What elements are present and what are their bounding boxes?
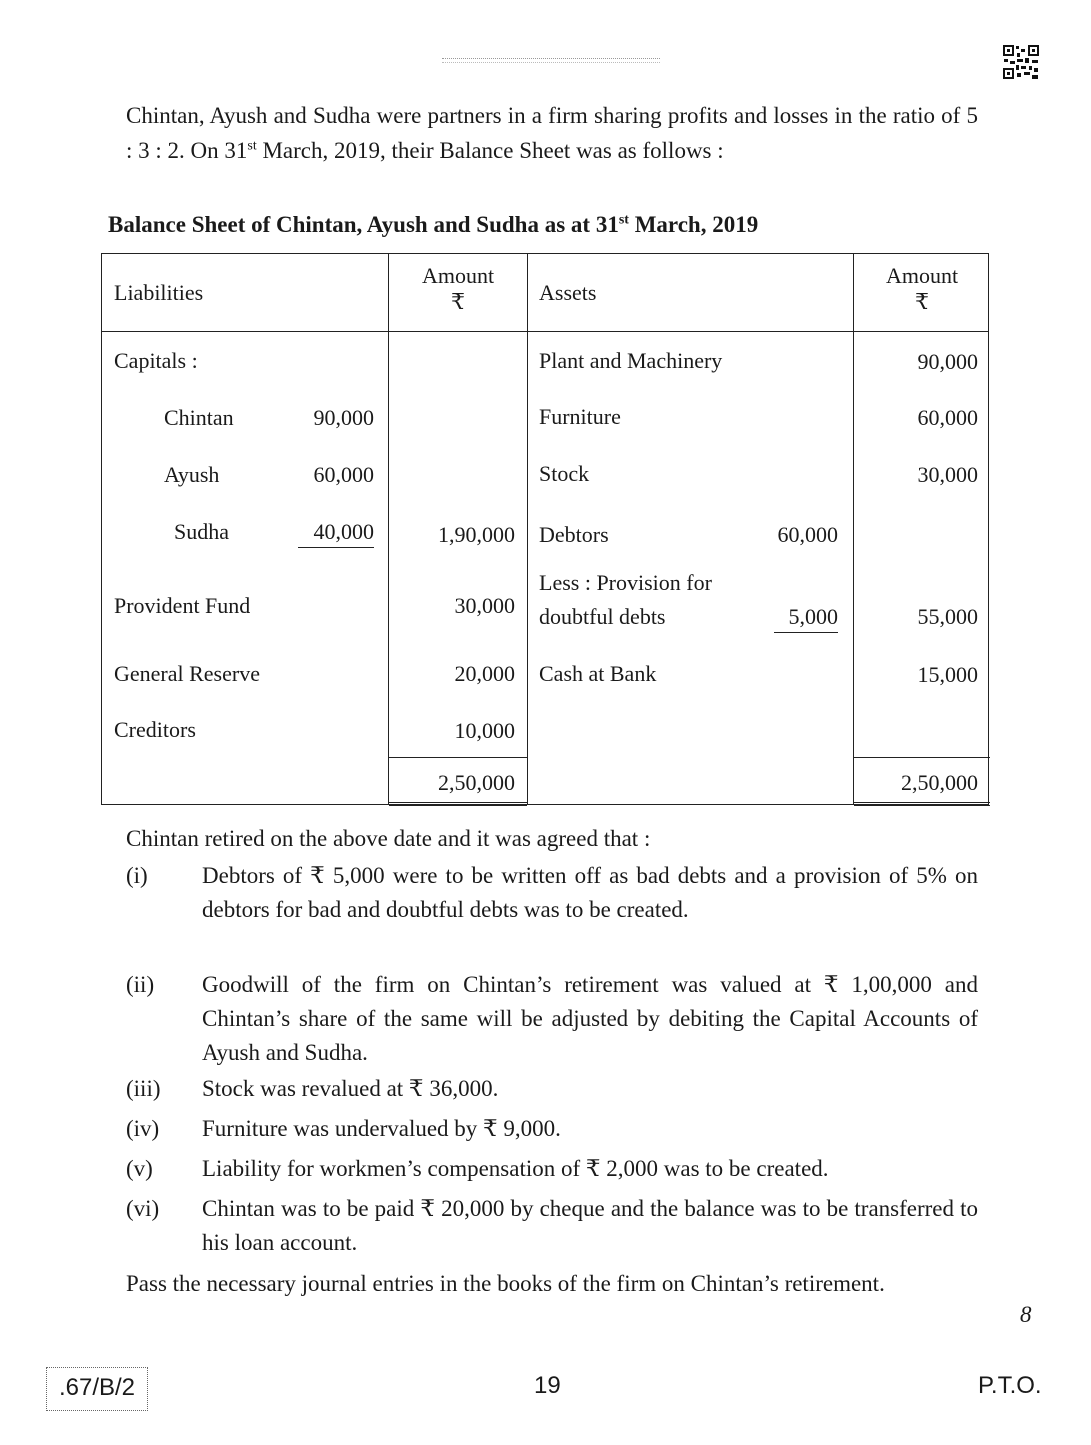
column-divider — [527, 254, 528, 804]
capitals-label: Capitals : — [114, 348, 198, 373]
debtors-amount: 60,000 — [777, 522, 838, 547]
marks-label: 8 — [1020, 1302, 1032, 1327]
instruction-text: Pass the necessary journal entries in the books of the firm on Chintan’s retirement. — [126, 1271, 885, 1296]
plant-amount: 90,000 — [917, 349, 978, 374]
header-amount-left: Amount ₹ — [389, 263, 527, 315]
page-number: 19 — [534, 1372, 561, 1399]
rupee-icon: ₹ — [915, 289, 929, 314]
provident-fund-label: Provident Fund — [114, 593, 251, 618]
debtors-net-amount: 55,000 — [917, 604, 978, 629]
partner-name: Chintan — [164, 405, 234, 430]
header-microtext — [442, 58, 660, 63]
header-assets: Assets — [539, 280, 597, 305]
partner-capital: 90,000 — [313, 405, 374, 430]
agreement-item: (v) Liability for workmen’s compensation of ₹ 2,000 was to be created. — [126, 1156, 829, 1181]
furniture-label: Furniture — [539, 404, 621, 429]
balance-sheet-title: Balance Sheet of Chintan, Ayush and Sudha as at 31st March, 2019 — [108, 212, 759, 237]
rupee-icon: ₹ — [451, 289, 465, 314]
provision-amount: 5,000 — [774, 604, 838, 633]
cash-amount: 15,000 — [917, 662, 978, 687]
balance-sheet-table — [101, 253, 989, 805]
capitals-total: 1,90,000 — [438, 522, 515, 547]
qr-code-icon — [1002, 44, 1040, 80]
partner-name: Sudha — [174, 519, 229, 544]
plant-label: Plant and Machinery — [539, 348, 723, 373]
double-underline — [854, 802, 990, 806]
creditors-amount: 10,000 — [454, 718, 515, 743]
partner-name: Ayush — [164, 462, 220, 487]
double-underline — [389, 802, 527, 806]
provision-label-line2: doubtful debts — [539, 604, 666, 629]
header-amount-right: Amount ₹ — [854, 263, 990, 315]
stock-label: Stock — [539, 461, 590, 486]
agreement-item: (iv) Furniture was undervalued by ₹ 9,000. — [126, 1116, 561, 1141]
stock-amount: 30,000 — [917, 462, 978, 487]
partner-capital: 60,000 — [313, 462, 374, 487]
header-liabilities: Liabilities — [114, 280, 204, 305]
paper-code: .67/B/2 — [46, 1367, 148, 1411]
creditors-label: Creditors — [114, 717, 196, 742]
header-divider — [102, 331, 988, 332]
general-reserve-amount: 20,000 — [454, 661, 515, 686]
intro-paragraph: Chintan, Ayush and Sudha were partners in a firm sharing profits and losses in the ratio of 5 : 3 : 2. On 31st March, 2019, their Balance Sheet was as follows : — [126, 103, 978, 163]
provident-fund-amount: 30,000 — [454, 593, 515, 618]
agreement-item: (iii) Stock was revalued at ₹ 36,000. — [126, 1076, 499, 1101]
cash-label: Cash at Bank — [539, 661, 657, 686]
agreement-item: (vi) Chintan was to be paid ₹ 20,000 by cheque and the balance was to be transferred to his loan account. — [126, 1196, 978, 1255]
general-reserve-label: General Reserve — [114, 661, 260, 686]
liabilities-total: 2,50,000 — [438, 770, 515, 795]
provision-label-line1: Less : Provision for — [539, 570, 712, 595]
debtors-label: Debtors — [539, 522, 609, 547]
furniture-amount: 60,000 — [917, 405, 978, 430]
column-divider — [853, 254, 854, 804]
assets-total: 2,50,000 — [901, 770, 978, 795]
agreement-lead: Chintan retired on the above date and it was agreed that : — [126, 826, 651, 851]
pto-label: P.T.O. — [978, 1372, 1042, 1399]
agreement-item: (ii) Goodwill of the firm on Chintan’s retirement was valued at ₹ 1,00,000 and Chintan’s share of the same will be adjusted by debiting the Capital Accounts of Ayush and Sudha. — [126, 972, 978, 1065]
agreement-item: (i) Debtors of ₹ 5,000 were to be written off as bad debts and a provision of 5% on debtors for bad and doubtful debts was to be created. — [126, 863, 978, 922]
partner-capital: 40,000 — [298, 519, 374, 548]
